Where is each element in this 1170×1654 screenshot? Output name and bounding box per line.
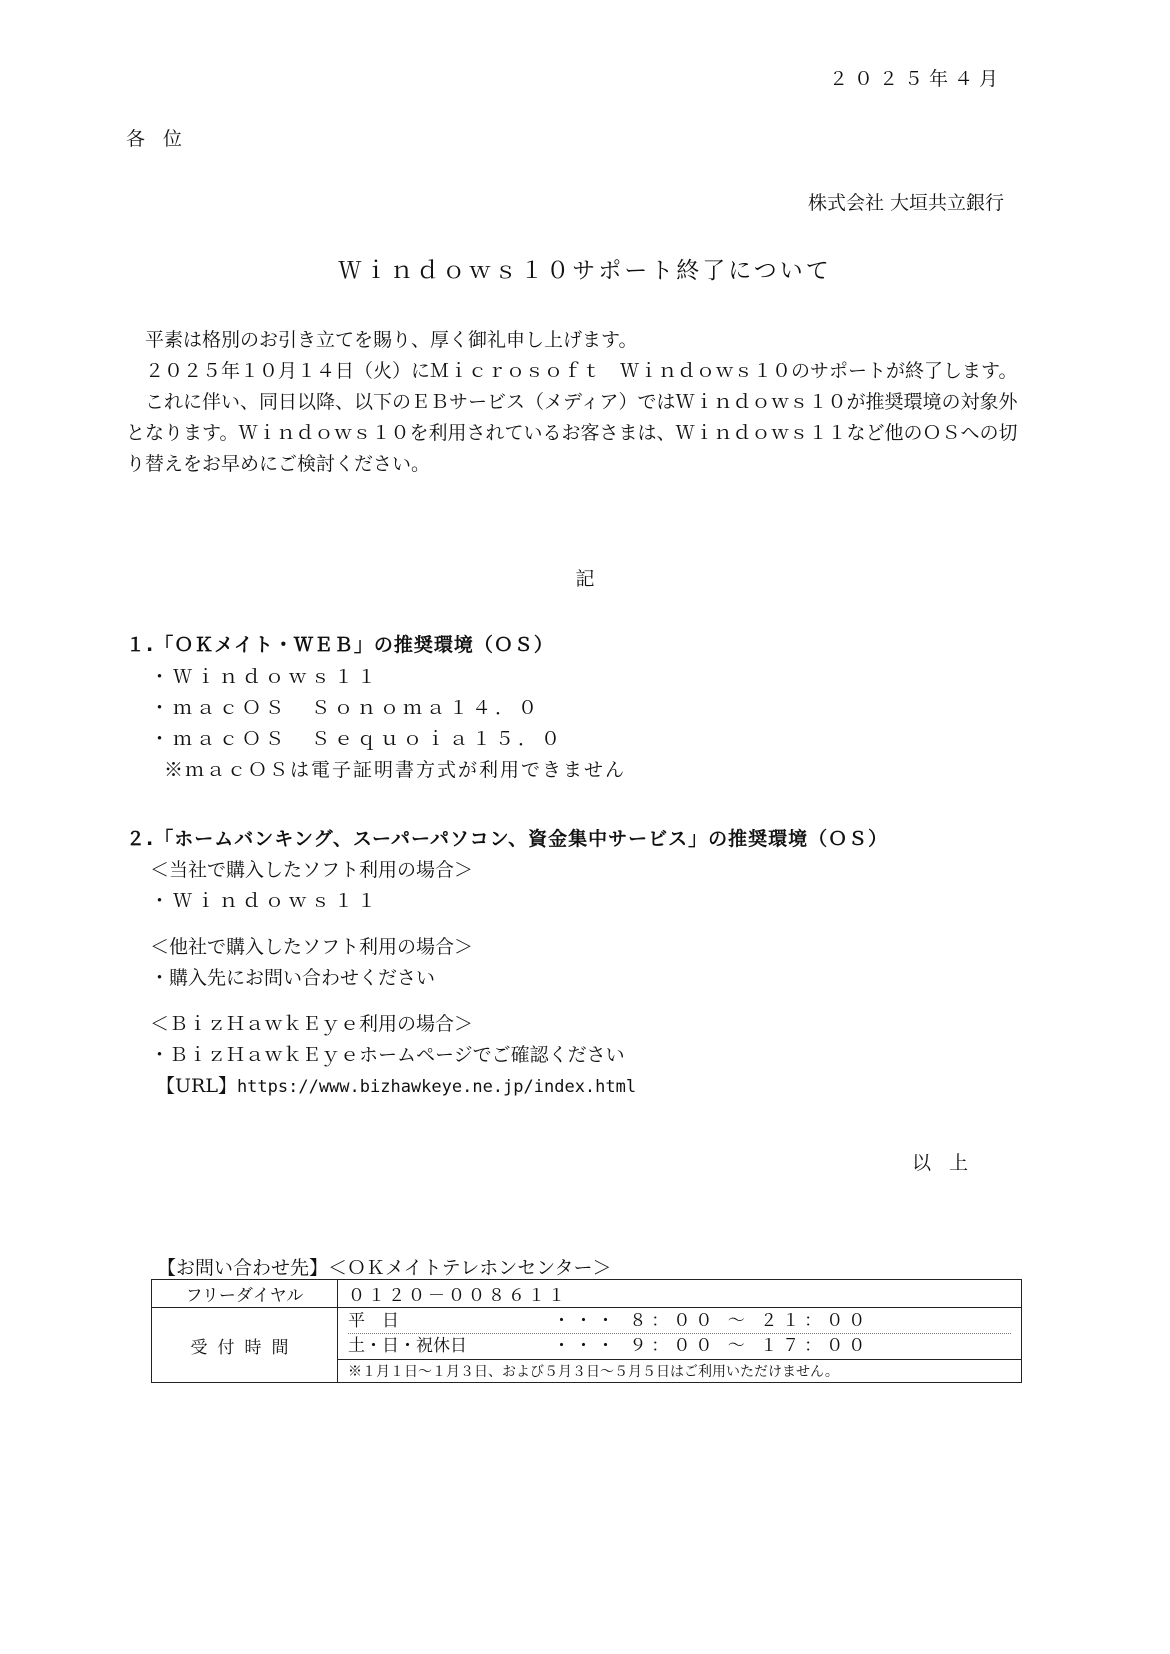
list-item: ・Ｗｉｎｄｏｗｓ１１ — [150, 890, 381, 912]
holiday-note: ※１月１日～１月３日、および５月３日～５月５日はご利用いただけません。 — [338, 1360, 1022, 1383]
section-1-list — [150, 662, 626, 786]
list-item: ・ｍａｃＯＳ Ｓｏｎｏｍａ１４．０ — [150, 697, 542, 719]
section-1-heading: １.「ＯＫメイト・ＷＥＢ」の推奨環境（ＯＳ） — [126, 634, 554, 656]
weekday-label: 平 日 — [348, 1311, 399, 1331]
list-item: ・ｍａｃＯＳ Ｓｅｑｕｏｉａ１５．０ — [150, 728, 565, 750]
weekend-hours: ・・・ ９：００ ～ １７：００ — [553, 1336, 871, 1356]
url-line — [150, 1071, 636, 1103]
bizhawkeye-url[interactable]: https://www.bizhawkeye.ne.jp/index.html — [236, 1077, 637, 1097]
own-software-label: ＜当社で購入したソフト利用の場合＞ — [150, 859, 474, 881]
addressee: 各位 — [126, 128, 201, 150]
bizhawkeye-label: ＜ＢｉｚＨａｗｋＥｙｅ利用の場合＞ — [150, 1013, 474, 1035]
hours-label: 受付時間 — [152, 1308, 338, 1383]
freedial-number: ０１２０－００８６１１ — [338, 1280, 1022, 1308]
table-row — [152, 1308, 1022, 1360]
macos-note: ※ｍａｃＯＳは電子証明書方式が利用できません — [164, 759, 627, 781]
document-title: Ｗｉｎｄｏｗｓ１０サポート終了について — [338, 258, 832, 284]
document-date: ２０２５年４月 — [828, 68, 1004, 90]
section-2-list — [150, 855, 636, 1103]
body-text — [126, 325, 1031, 480]
list-item: ・購入先にお問い合わせください — [150, 967, 436, 989]
body-paragraph: ２０２５年１０月１４日（火）にＭｉｃｒｏｓｏｆｔ Ｗｉｎｄｏｗｓ１０のサポートが終了します。 — [145, 360, 1018, 382]
url-prefix: 【URL】 — [156, 1075, 237, 1097]
ki-marker: 記 — [575, 568, 595, 590]
weekend-row — [348, 1334, 1011, 1358]
weekday-row — [348, 1309, 1011, 1334]
body-paragraph: これに伴い、同日以降、以下のＥＢサービス（メディア）ではＷｉｎｄｏｗｓ１０が推奨環境の対象外となります。Ｗｉｎｄｏｗｓ１０を利用されているお客さまは、Ｗｉｎｄｏｗｓ１１など他のＯＳへの切り替えをお早めにご検討ください。 — [126, 391, 1018, 475]
table-row — [152, 1280, 1022, 1308]
weekday-hours: ・・・ ８：００ ～ ２１：００ — [553, 1311, 871, 1331]
sender-name: 株式会社 大垣共立銀行 — [807, 192, 1004, 214]
weekend-label: 土・日・祝休日 — [348, 1336, 467, 1356]
list-item: ・Ｗｉｎｄｏｗｓ１１ — [150, 666, 381, 688]
freedial-label: フリーダイヤル — [152, 1280, 338, 1308]
list-item: ・ＢｉｚＨａｗｋＥｙｅホームページでご確認ください — [150, 1044, 625, 1066]
other-software-label: ＜他社で購入したソフト利用の場合＞ — [150, 936, 474, 958]
contact-table — [151, 1279, 1022, 1383]
contact-heading: 【お問い合わせ先】＜ＯＫメイトテレホンセンター＞ — [157, 1257, 612, 1279]
body-paragraph: 平素は格別のお引き立てを賜り、厚く御礼申し上げます。 — [145, 329, 638, 351]
hours-cell — [338, 1308, 1022, 1360]
section-2-heading: ２.「ホームバンキング、スーパーパソコン、資金集中サービス」の推奨環境（ＯＳ） — [126, 828, 889, 850]
closing-mark: 以上 — [911, 1152, 986, 1174]
